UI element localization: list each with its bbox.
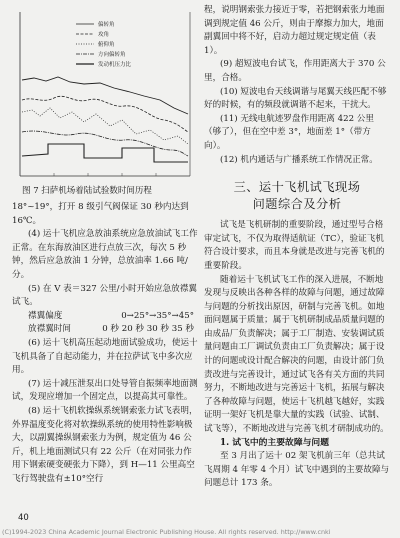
paragraph-left-3: (5) 在 V 表＝327 公里/小时开始应急放襟翼试飞。 bbox=[12, 283, 197, 308]
legend-item-4: 方向偏转角 bbox=[98, 52, 126, 58]
flap-table-cell-2: 0 秒 20 秒 30 秒 35 秒 bbox=[102, 324, 194, 335]
sub-heading: 1. 试飞中的主要故障与问题 bbox=[220, 437, 330, 448]
flap-table-header-1: 襟翼偏度 bbox=[28, 310, 63, 321]
page-number: 40 bbox=[18, 513, 29, 523]
paragraph-right-5: (12) 机内通话与广播系统工作情况正常。 bbox=[220, 154, 378, 165]
paragraph-right-3: (10) 短波电台天线调谐与尾翼天线匹配不够好的时候，有的频段就调谐不起来，干扰大。 bbox=[204, 86, 387, 111]
paragraph-left-2: (4) 运十飞机应急放油系统应急放油试飞工作正常。在东海放油区进行点放三次，每次 5 秒钟，然后应急放油 1 分钟，总放油率 1.66 吨/分。 bbox=[12, 229, 198, 280]
legend-item-1: 偏转角 bbox=[98, 22, 115, 28]
paragraph-right-8: 至 3 月出了运十 02 架飞机前三年（总共试飞周期 4 年零 4 个月）试飞中遇到的主要故障与问题总计 173 条。 bbox=[204, 451, 390, 489]
paragraph-right-1: 程，说明钢索张力接近于零，若把钢索张力地面调到规定值 46 公斤，则由于摩擦力加大，地面副翼回中将不好，启动力超过规定规定值（表 1）。 bbox=[204, 5, 385, 56]
legend-item-5: 发动机压力比 bbox=[98, 62, 132, 68]
legend-item-3: 俯仰角 bbox=[98, 42, 115, 48]
section-heading-line-2: 问题综合及分析 bbox=[252, 197, 342, 212]
paragraph-right-4: (11) 无线电航迹罗盘作用距离 422 公里（够了），但在空中差 3°，地面差 1°（带方向）。 bbox=[204, 113, 374, 151]
paragraph-left-1: 18°~19°，打开 8 级引气阀保证 30 秒内达到 16℃。 bbox=[12, 202, 189, 226]
paragraph-left-5: (7) 运十减压泄泵出口处导管自振频率地面测试，发现应增加一个固定点，以提高其可靠性。 bbox=[12, 378, 198, 403]
paragraph-right-6: 试飞是飞机研制的重要阶段，通过型号合格审定试飞，不仅为取得适航证（TC），验证飞机符合设计要求，而且本身就是改进与完善飞机的重要阶段。 bbox=[204, 220, 385, 271]
flap-table-row-1 bbox=[12, 310, 198, 324]
figure-caption: 图 7 扫萨机场着陆试验数时间历程 bbox=[22, 186, 152, 196]
section-heading bbox=[204, 179, 390, 213]
left-column bbox=[12, 201, 198, 486]
paragraph-right-2: (9) 超短波电台试飞，作用距离大于 370 公里，合格。 bbox=[204, 59, 386, 83]
paragraph-left-6: (8) 运十飞机软操纵系统钢索张力试飞表明，外界温度变化将对软操纵系统的使用特性影响极大，以副翼操纵钢索张力为例，规定值为 46 公斤，机上地面测试只有 22 公斤（在对同张力作用下钢索硬变硬张力下降），到 H—11 公里高空飞行驾驶盘有±10°空行 bbox=[12, 405, 198, 484]
figure-time-history bbox=[14, 8, 194, 180]
flap-table-cell-1: 放襟翼时间 bbox=[28, 324, 71, 335]
right-column bbox=[204, 4, 390, 491]
paragraph-right-7: 随着运十飞机试飞工作的深入进展，不断地发现与反映出各种各样的故障与问题，通过故障与问题的分析找出原因，研制与完善飞机。如地面问题属于质量；属于飞机研制成品质量问题的由成品厂负责解决；属于工厂制造、安装调试质量问题由工厂调试负责由工厂负责解决；属于设计的问题或设计配合解决的问题，由设计部门负责改进与完善设计，通过试飞各有关方面的共同努力，不断地改进与完善运十飞机，拓展与解决了各种故障与问题，使运十飞机越飞越好，实践证明一架好飞机是靠大量的实践（试验、试制、试飞等），不断地改进与完善飞机才研制成功的。 bbox=[204, 274, 389, 435]
paragraph-left-4: (6) 运十飞机高压起动地面试验成功，使运十飞机具备了自起动能力，并在拉萨试飞中多次应用。 bbox=[12, 337, 198, 376]
copyright-footer: (C)1994-2023 China Academic Journal Electronic Publishing House. All rights reserved. http://www.cnki bbox=[2, 528, 331, 536]
flap-table-row-2 bbox=[12, 323, 198, 337]
legend-item-2: 攻角 bbox=[98, 32, 110, 38]
flap-table-header-2: 0→25°→35°→45° bbox=[121, 310, 194, 321]
section-heading-line-1: 三、运十飞机试飞现场 bbox=[233, 180, 361, 195]
figure-plot bbox=[14, 8, 194, 180]
